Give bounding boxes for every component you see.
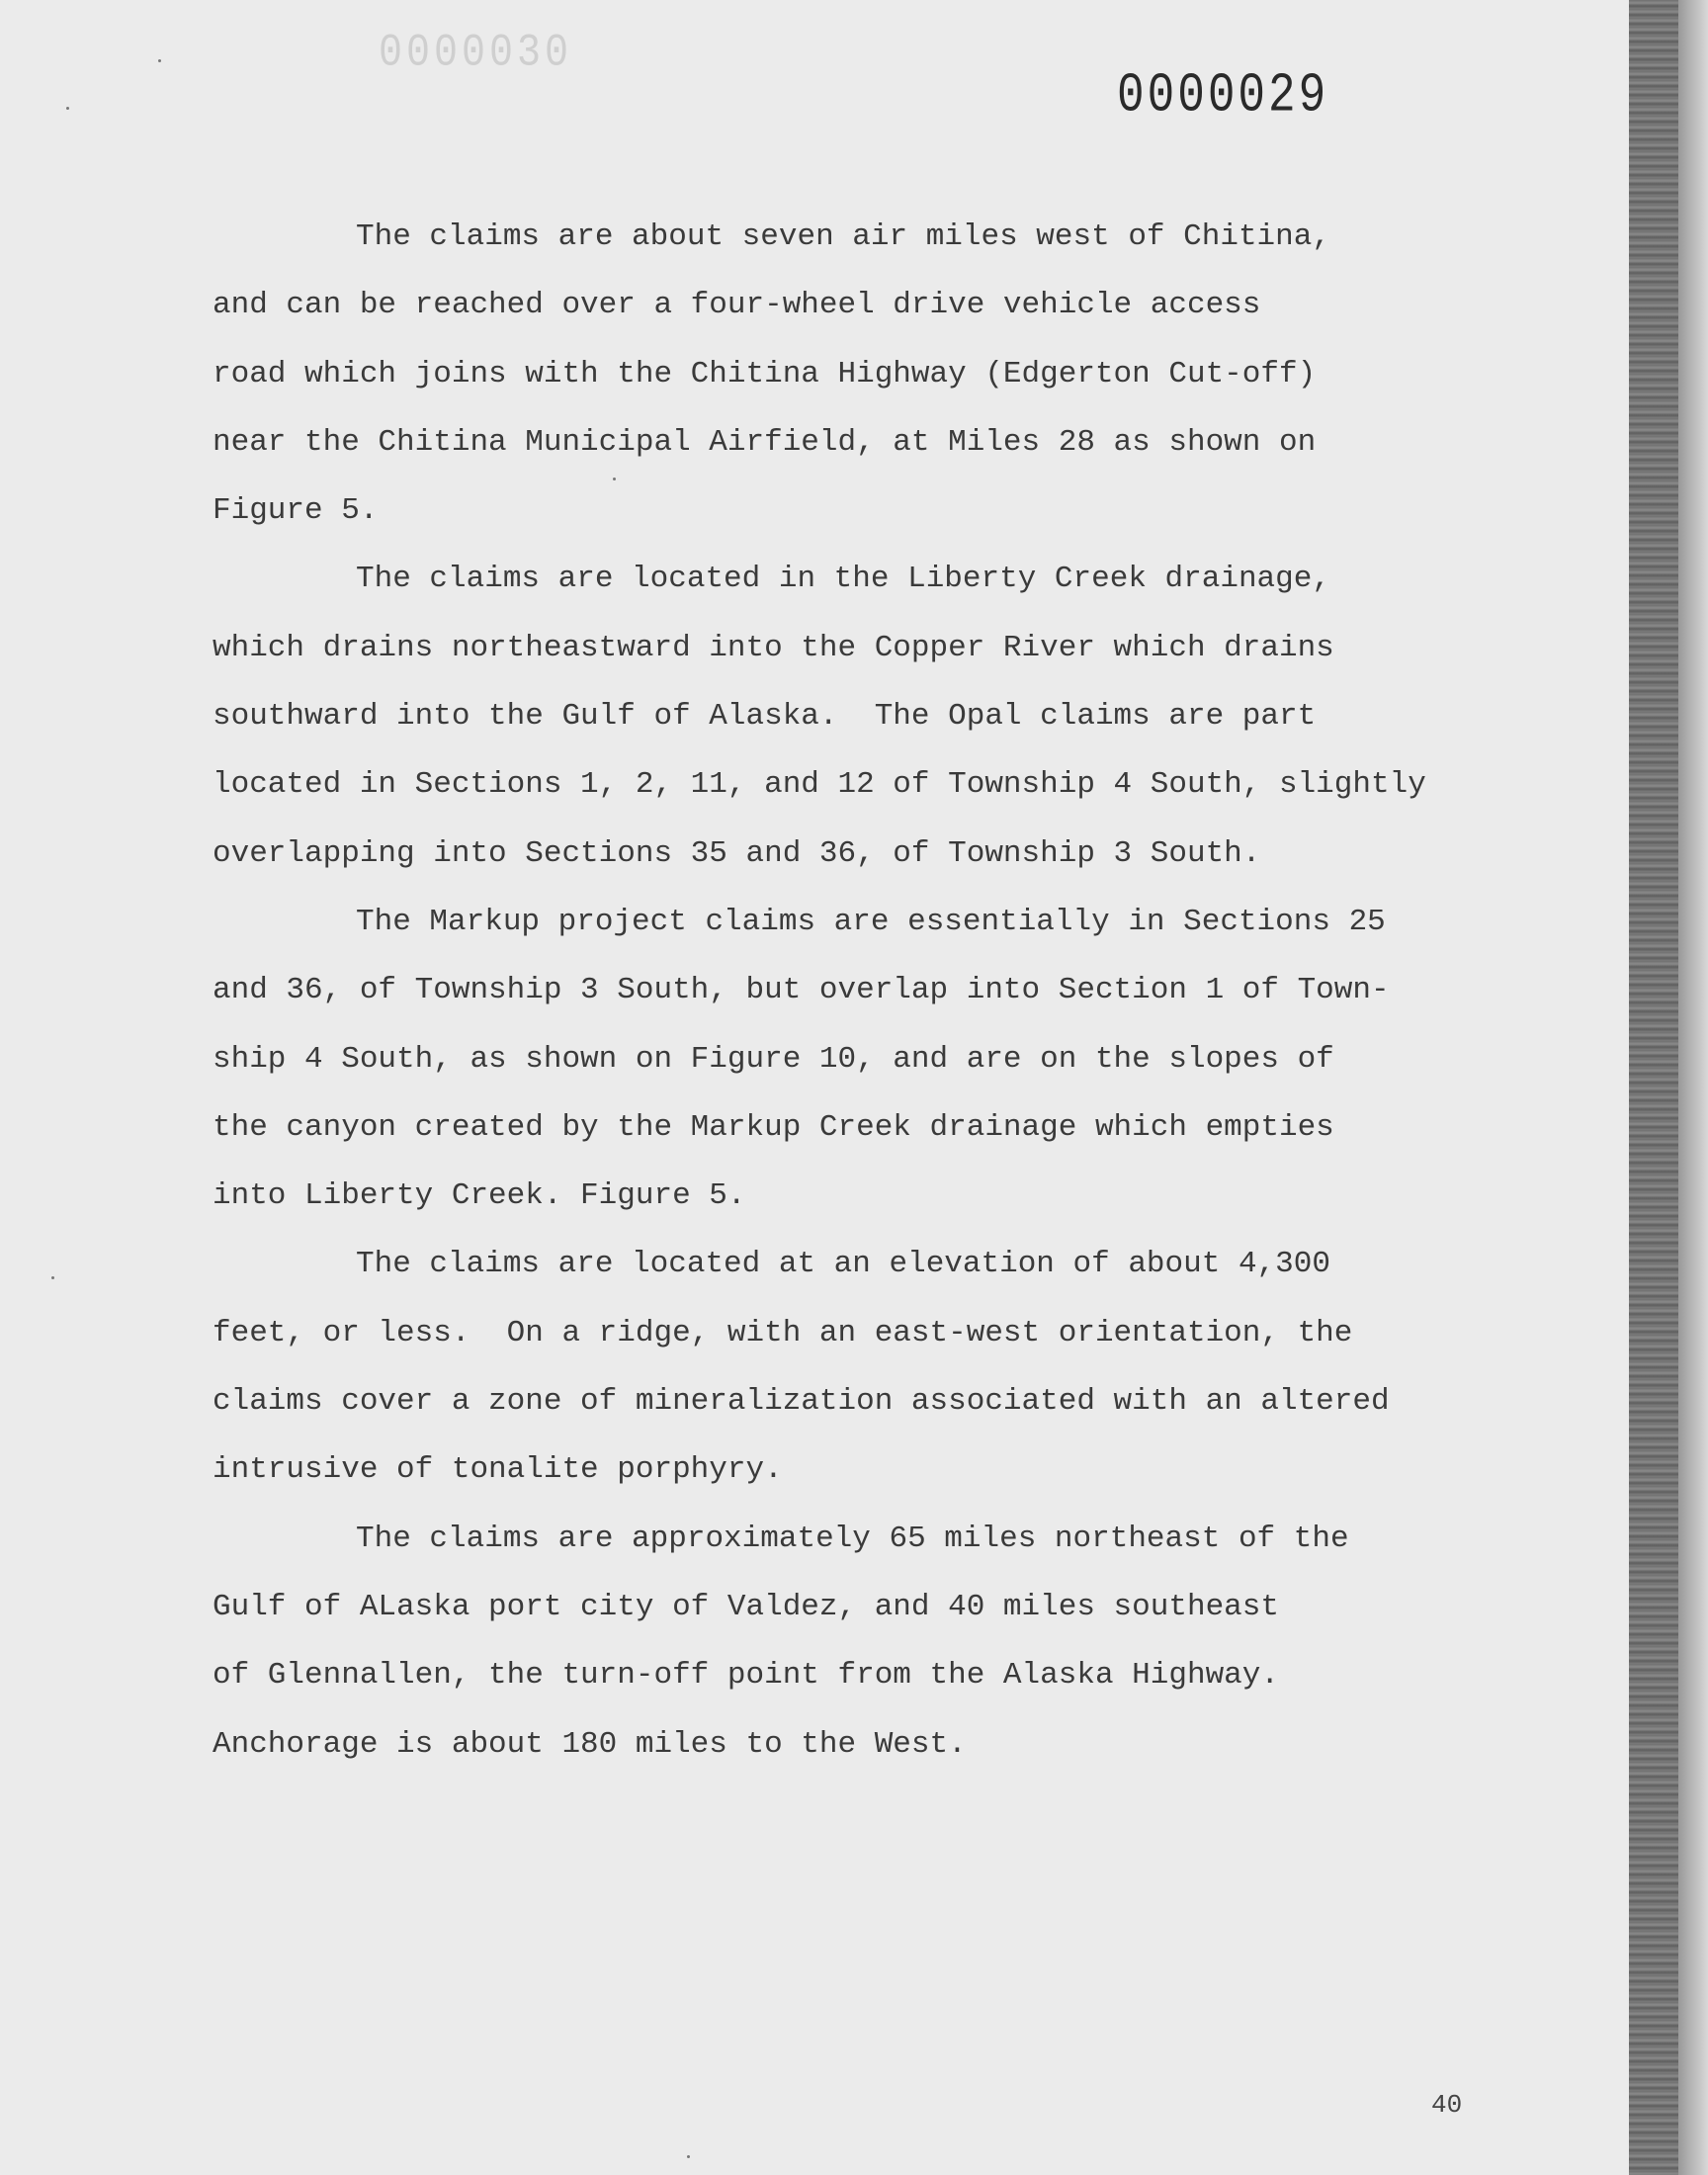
paragraph-4-line-1: The claims are located at an elevation of about 4,300 (356, 1247, 1330, 1282)
paragraph-1-line-3: road which joins with the Chitina Highway (Edgerton Cut-off) (213, 356, 1317, 392)
paragraph-2-line-4: located in Sections 1, 2, 11, and 12 of Township 4 South, slightly (213, 767, 1426, 803)
scan-speck (613, 478, 616, 480)
paragraph-4-line-4: intrusive of tonalite porphyry. (213, 1452, 783, 1488)
paragraph-1-line-2: and can be reached over a four-wheel drive vehicle access (213, 288, 1261, 323)
paragraph-5-line-4: Anchorage is about 180 miles to the West. (213, 1726, 967, 1762)
paragraph-2-line-3: southward into the Gulf of Alaska. The Opal claims are part (213, 699, 1317, 735)
paragraph-1-line-1: The claims are about seven air miles west of Chitina, (356, 219, 1330, 254)
paragraph-2-line-1: The claims are located in the Liberty Creek drainage, (356, 562, 1330, 597)
paragraph-2-line-2: which drains northeastward into the Copper River which drains (213, 630, 1334, 665)
paragraph-3-line-4: the canyon created by the Markup Creek drainage which empties (213, 1109, 1334, 1145)
paragraph-3-line-5: into Liberty Creek. Figure 5. (213, 1178, 746, 1214)
paragraph-3-line-3: ship 4 South, as shown on Figure 10, and are on the slopes of (213, 1041, 1334, 1077)
paragraph-3-line-2: and 36, of Township 3 South, but overlap into Section 1 of Town- (213, 973, 1390, 1008)
paragraph-2-line-5: overlapping into Sections 35 and 36, of Township 3 South. (213, 835, 1261, 871)
paragraph-5-line-1: The claims are approximately 65 miles northeast of the (356, 1521, 1349, 1556)
paragraph-4-line-3: claims cover a zone of mineralization associated with an altered (213, 1384, 1390, 1420)
faded-bates-stamp: 0000030 (379, 28, 573, 80)
paragraph-1-line-5: Figure 5. (213, 493, 379, 529)
page-number: 40 (1431, 2090, 1463, 2120)
scan-speck (66, 107, 69, 110)
paragraph-1-line-4: near the Chitina Municipal Airfield, at Miles 28 as shown on (213, 424, 1317, 460)
scanner-edge-shadow (1629, 0, 1678, 2175)
paragraph-5-line-2: Gulf of ALaska port city of Valdez, and 40 miles southeast (213, 1589, 1279, 1624)
scan-speck (158, 59, 161, 62)
paragraph-3-line-1: The Markup project claims are essentially in Sections 25 (356, 904, 1386, 939)
scan-speck (687, 2155, 690, 2158)
bates-number: 0000029 (1117, 65, 1329, 128)
scan-speck (51, 1276, 54, 1279)
scanner-edge-fade (1678, 0, 1708, 2175)
paragraph-4-line-2: feet, or less. On a ridge, with an east-west orientation, the (213, 1315, 1353, 1350)
paragraph-5-line-3: of Glennallen, the turn-off point from the Alaska Highway. (213, 1658, 1279, 1694)
body-text (213, 216, 1557, 1791)
